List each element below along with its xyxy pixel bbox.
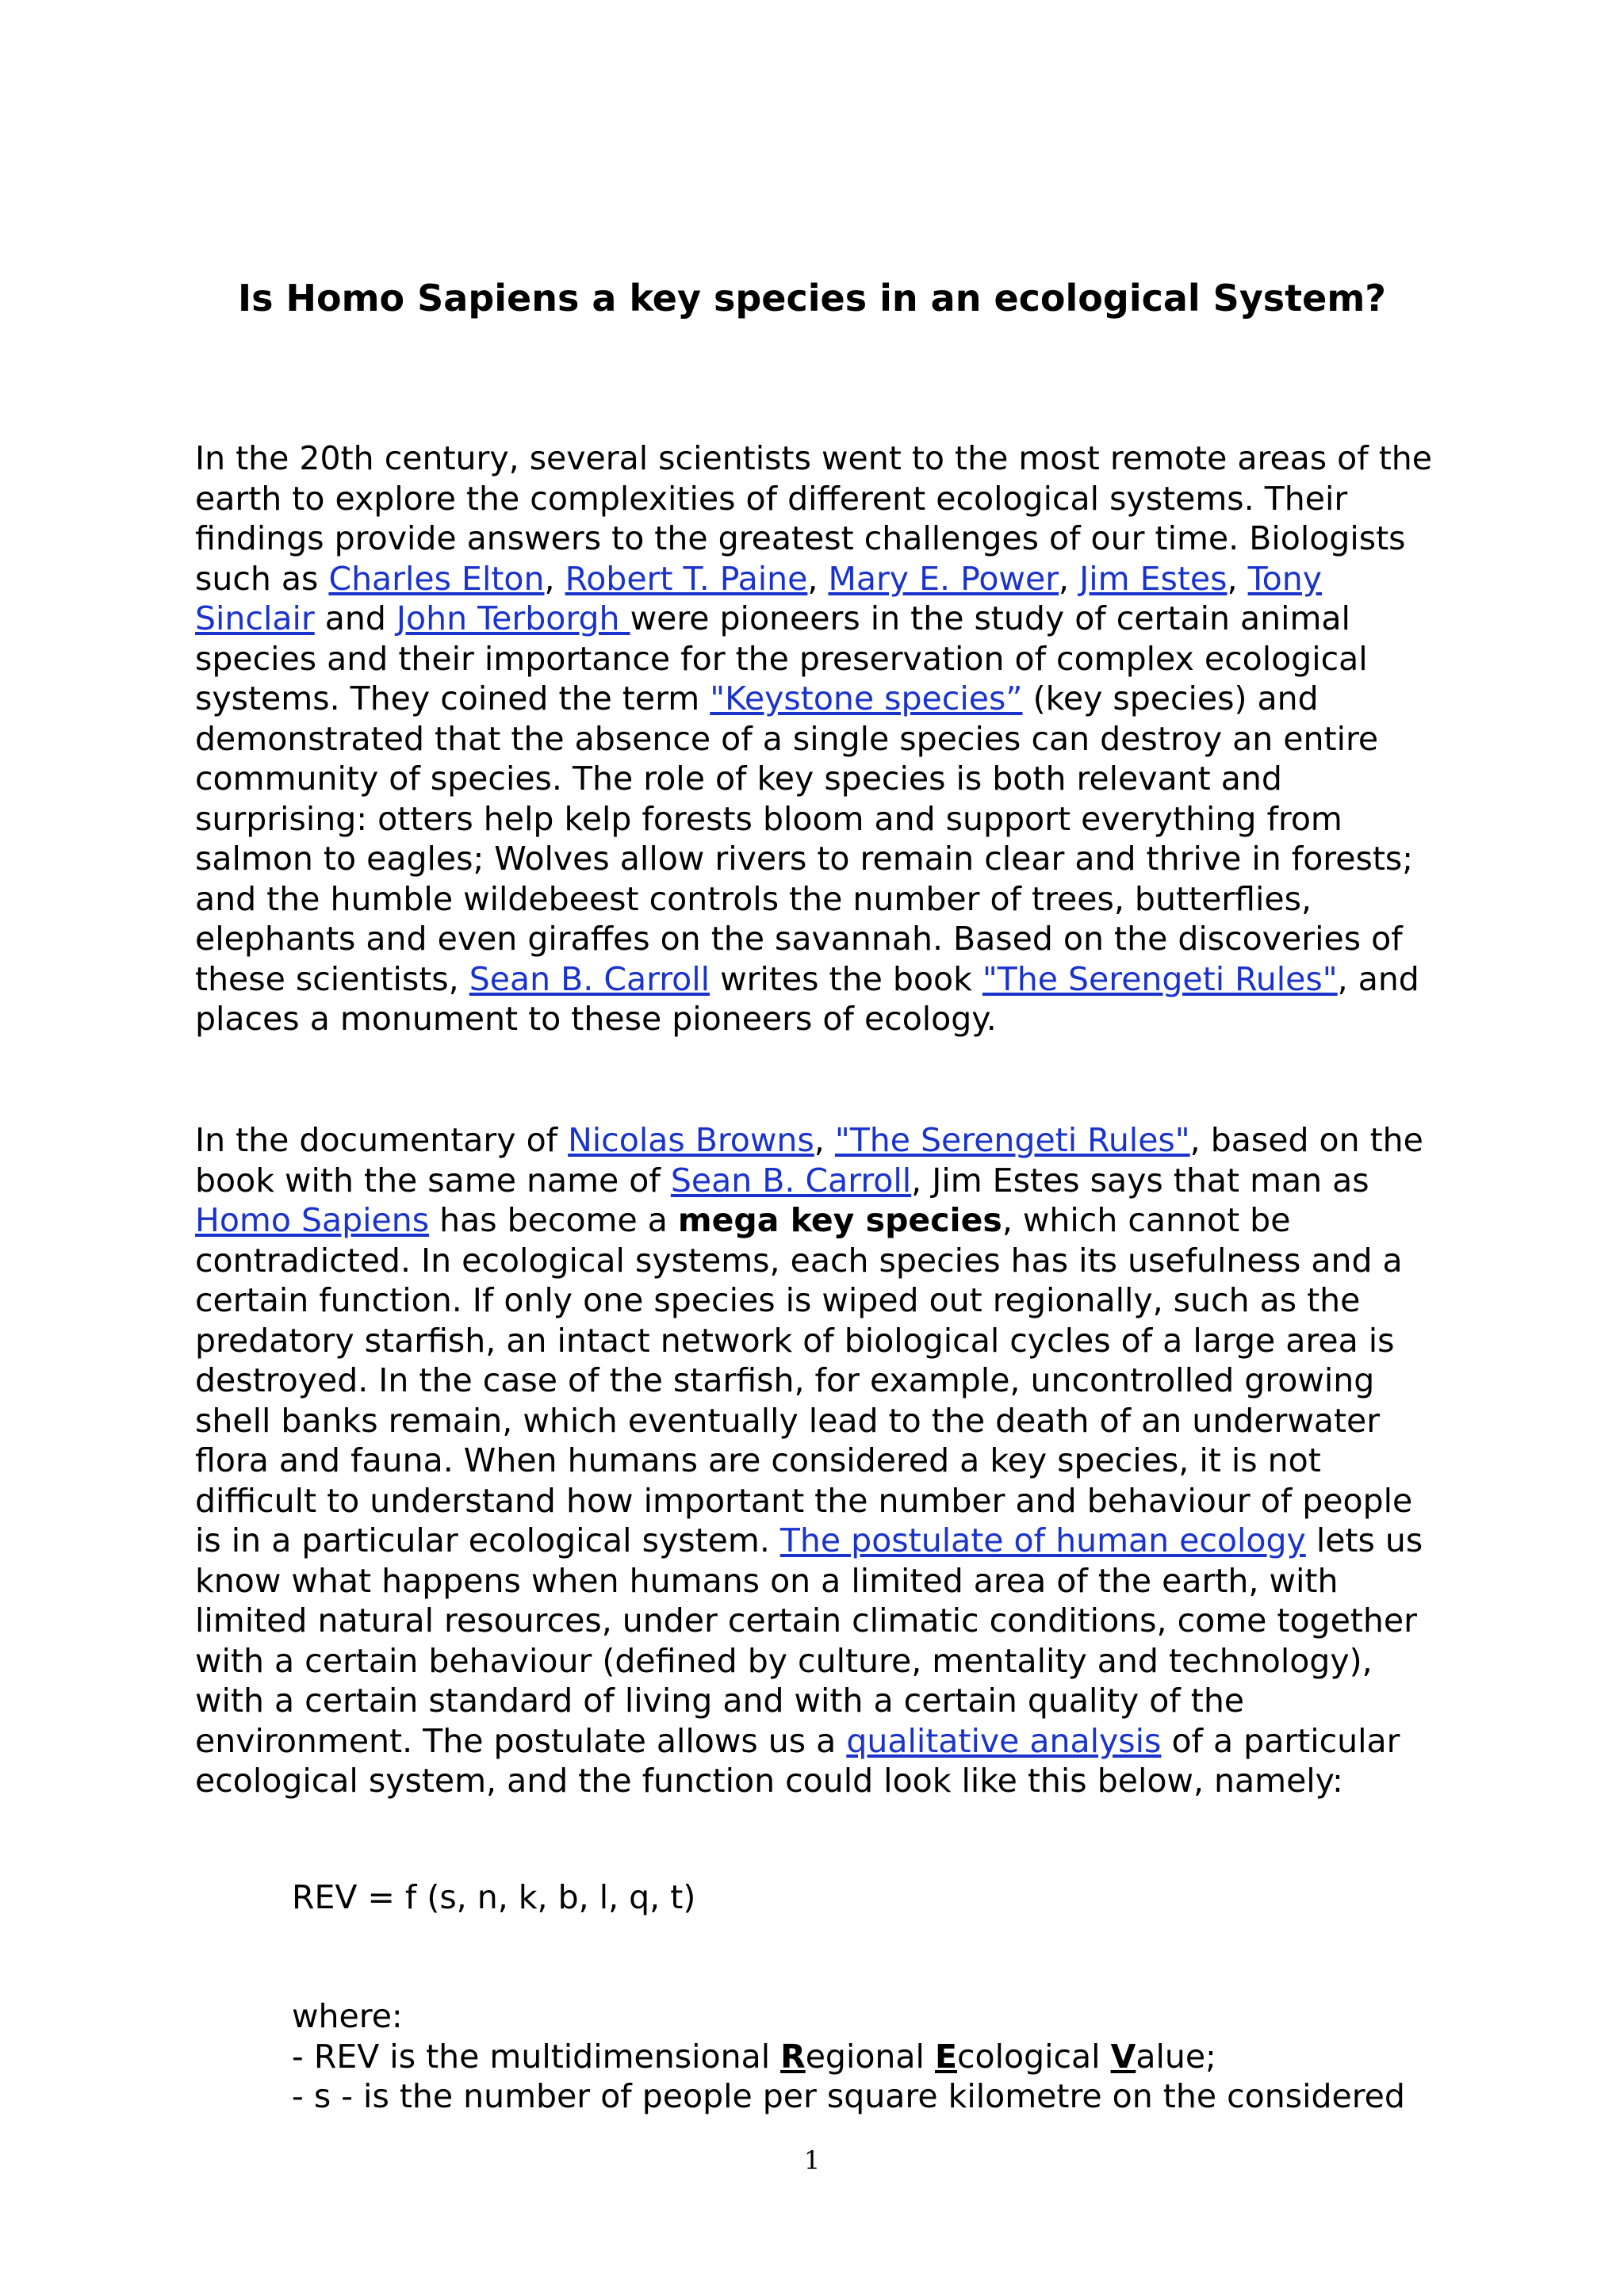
rev-formula: REV = f (s, n, k, b, l, q, t)	[292, 1878, 696, 1916]
text-segment: In the 20th century, several scientists went to the most remote areas of the earth to explore the complexities of different ecological systems. Their findings provide answers to the greatest challenges of our time. Biologists such as	[195, 439, 1433, 598]
link-robert-paine[interactable]: Robert T. Paine	[565, 559, 808, 598]
bold-mega-key-species: mega key species	[677, 1201, 1002, 1239]
text-segment: and	[314, 599, 396, 637]
link-keystone-species[interactable]: "Keystone species”	[710, 679, 1023, 718]
acronym-letter-r: R	[780, 2037, 806, 2076]
page-number: 1	[803, 2145, 821, 2175]
text-segment: In the documentary of	[195, 1121, 569, 1159]
link-mary-power[interactable]: Mary E. Power	[828, 559, 1059, 598]
text-segment: (key species) and demonstrated that the absence of a single species can destroy an entire community of species. The role of key species is both relevant and surprising: otters help kelp forests bloom and support everything from salmon to eagles; Wolves allow rivers to remain clear and thrive in forests; and the humble wildebeest controls the number of trees, butterflies, elephants and even giraffes on the savannah. Based on the discoveries of these scientists,	[195, 679, 1414, 998]
text-segment: ,	[1227, 559, 1248, 598]
link-qualitative-analysis[interactable]: qualitative analysis	[846, 1721, 1162, 1760]
link-jim-estes[interactable]: Jim Estes	[1079, 559, 1228, 598]
text-segment: , based on the book with the same name of	[195, 1121, 1423, 1200]
text-segment: , Jim Estes says that man as	[911, 1161, 1369, 1200]
paragraph-1	[195, 438, 1448, 1039]
text-segment: , and places a monument to these pioneers of ecology.	[195, 959, 1419, 1038]
link-john-terborgh[interactable]: John Terborgh	[396, 599, 630, 637]
definition-s: - s - is the number of people per square kilometre on the considered	[292, 2077, 1405, 2115]
text-segment: ,	[807, 559, 829, 598]
text-segment: ,	[814, 1121, 835, 1159]
paragraph-2	[195, 1120, 1448, 1801]
link-tony-sinclair[interactable]: Tony Sinclair	[195, 559, 1323, 637]
link-sean-carroll-2[interactable]: Sean B. Carroll	[670, 1161, 912, 1200]
text-segment: writes the book	[710, 959, 982, 998]
link-nicolas-browns[interactable]: Nicolas Browns	[568, 1121, 814, 1159]
link-sean-carroll[interactable]: Sean B. Carroll	[469, 959, 710, 998]
acronym-letter-v: V	[1110, 2037, 1136, 2076]
link-serengeti-rules-documentary[interactable]: "The Serengeti Rules"	[834, 1121, 1190, 1159]
text-segment: has become a	[429, 1201, 678, 1239]
link-charles-elton[interactable]: Charles Elton	[328, 559, 545, 598]
link-serengeti-rules-book[interactable]: "The Serengeti Rules"	[982, 959, 1338, 998]
page-title: Is Homo Sapiens a key species in an ecological System?	[238, 277, 1386, 320]
where-definitions	[292, 1996, 1465, 2117]
text-segment: ,	[544, 559, 565, 598]
text-segment: ,	[1059, 559, 1080, 598]
text-segment: were pioneers in the study of certain animal species and their importance for the preservation of complex ecological systems. They coined the term	[195, 599, 1368, 718]
acronym-letter-e: E	[934, 2037, 957, 2076]
text-segment: cological	[956, 2037, 1111, 2076]
text-segment: lets us know what happens when humans on a limited area of the earth, with limited natural resources, under certain climatic conditions, come together with a certain behaviour (defined by culture, mentality and technology), with a certain standard of living and with a certain quality of the environment. The postulate allows us a	[195, 1521, 1423, 1760]
link-postulate-human-ecology[interactable]: The postulate of human ecology	[779, 1521, 1306, 1559]
text-segment: , which cannot be contradicted. In ecological systems, each species has its usefulness and a certain function. If only one species is wiped out regionally, such as the predatory starfish, an intact network of biological cycles of a large area is destroyed. In the case of the starfish, for example, uncontrolled growing shell banks remain, which eventually lead to the death of an underwater flora and fauna. When humans are considered a key species, it is not difficult to understand how important the number and behaviour of people is in a particular ecological system.	[195, 1201, 1413, 1559]
text-segment: alue;	[1136, 2037, 1216, 2076]
text-segment: - REV is the multidimensional	[292, 2037, 781, 2076]
link-homo-sapiens[interactable]: Homo Sapiens	[195, 1201, 430, 1239]
where-heading: where:	[292, 1997, 403, 2035]
text-segment: of a particular ecological system, and the function could look like this below, namely:	[195, 1721, 1400, 1800]
text-segment: egional	[805, 2037, 935, 2076]
definition-rev	[292, 2037, 1465, 2077]
